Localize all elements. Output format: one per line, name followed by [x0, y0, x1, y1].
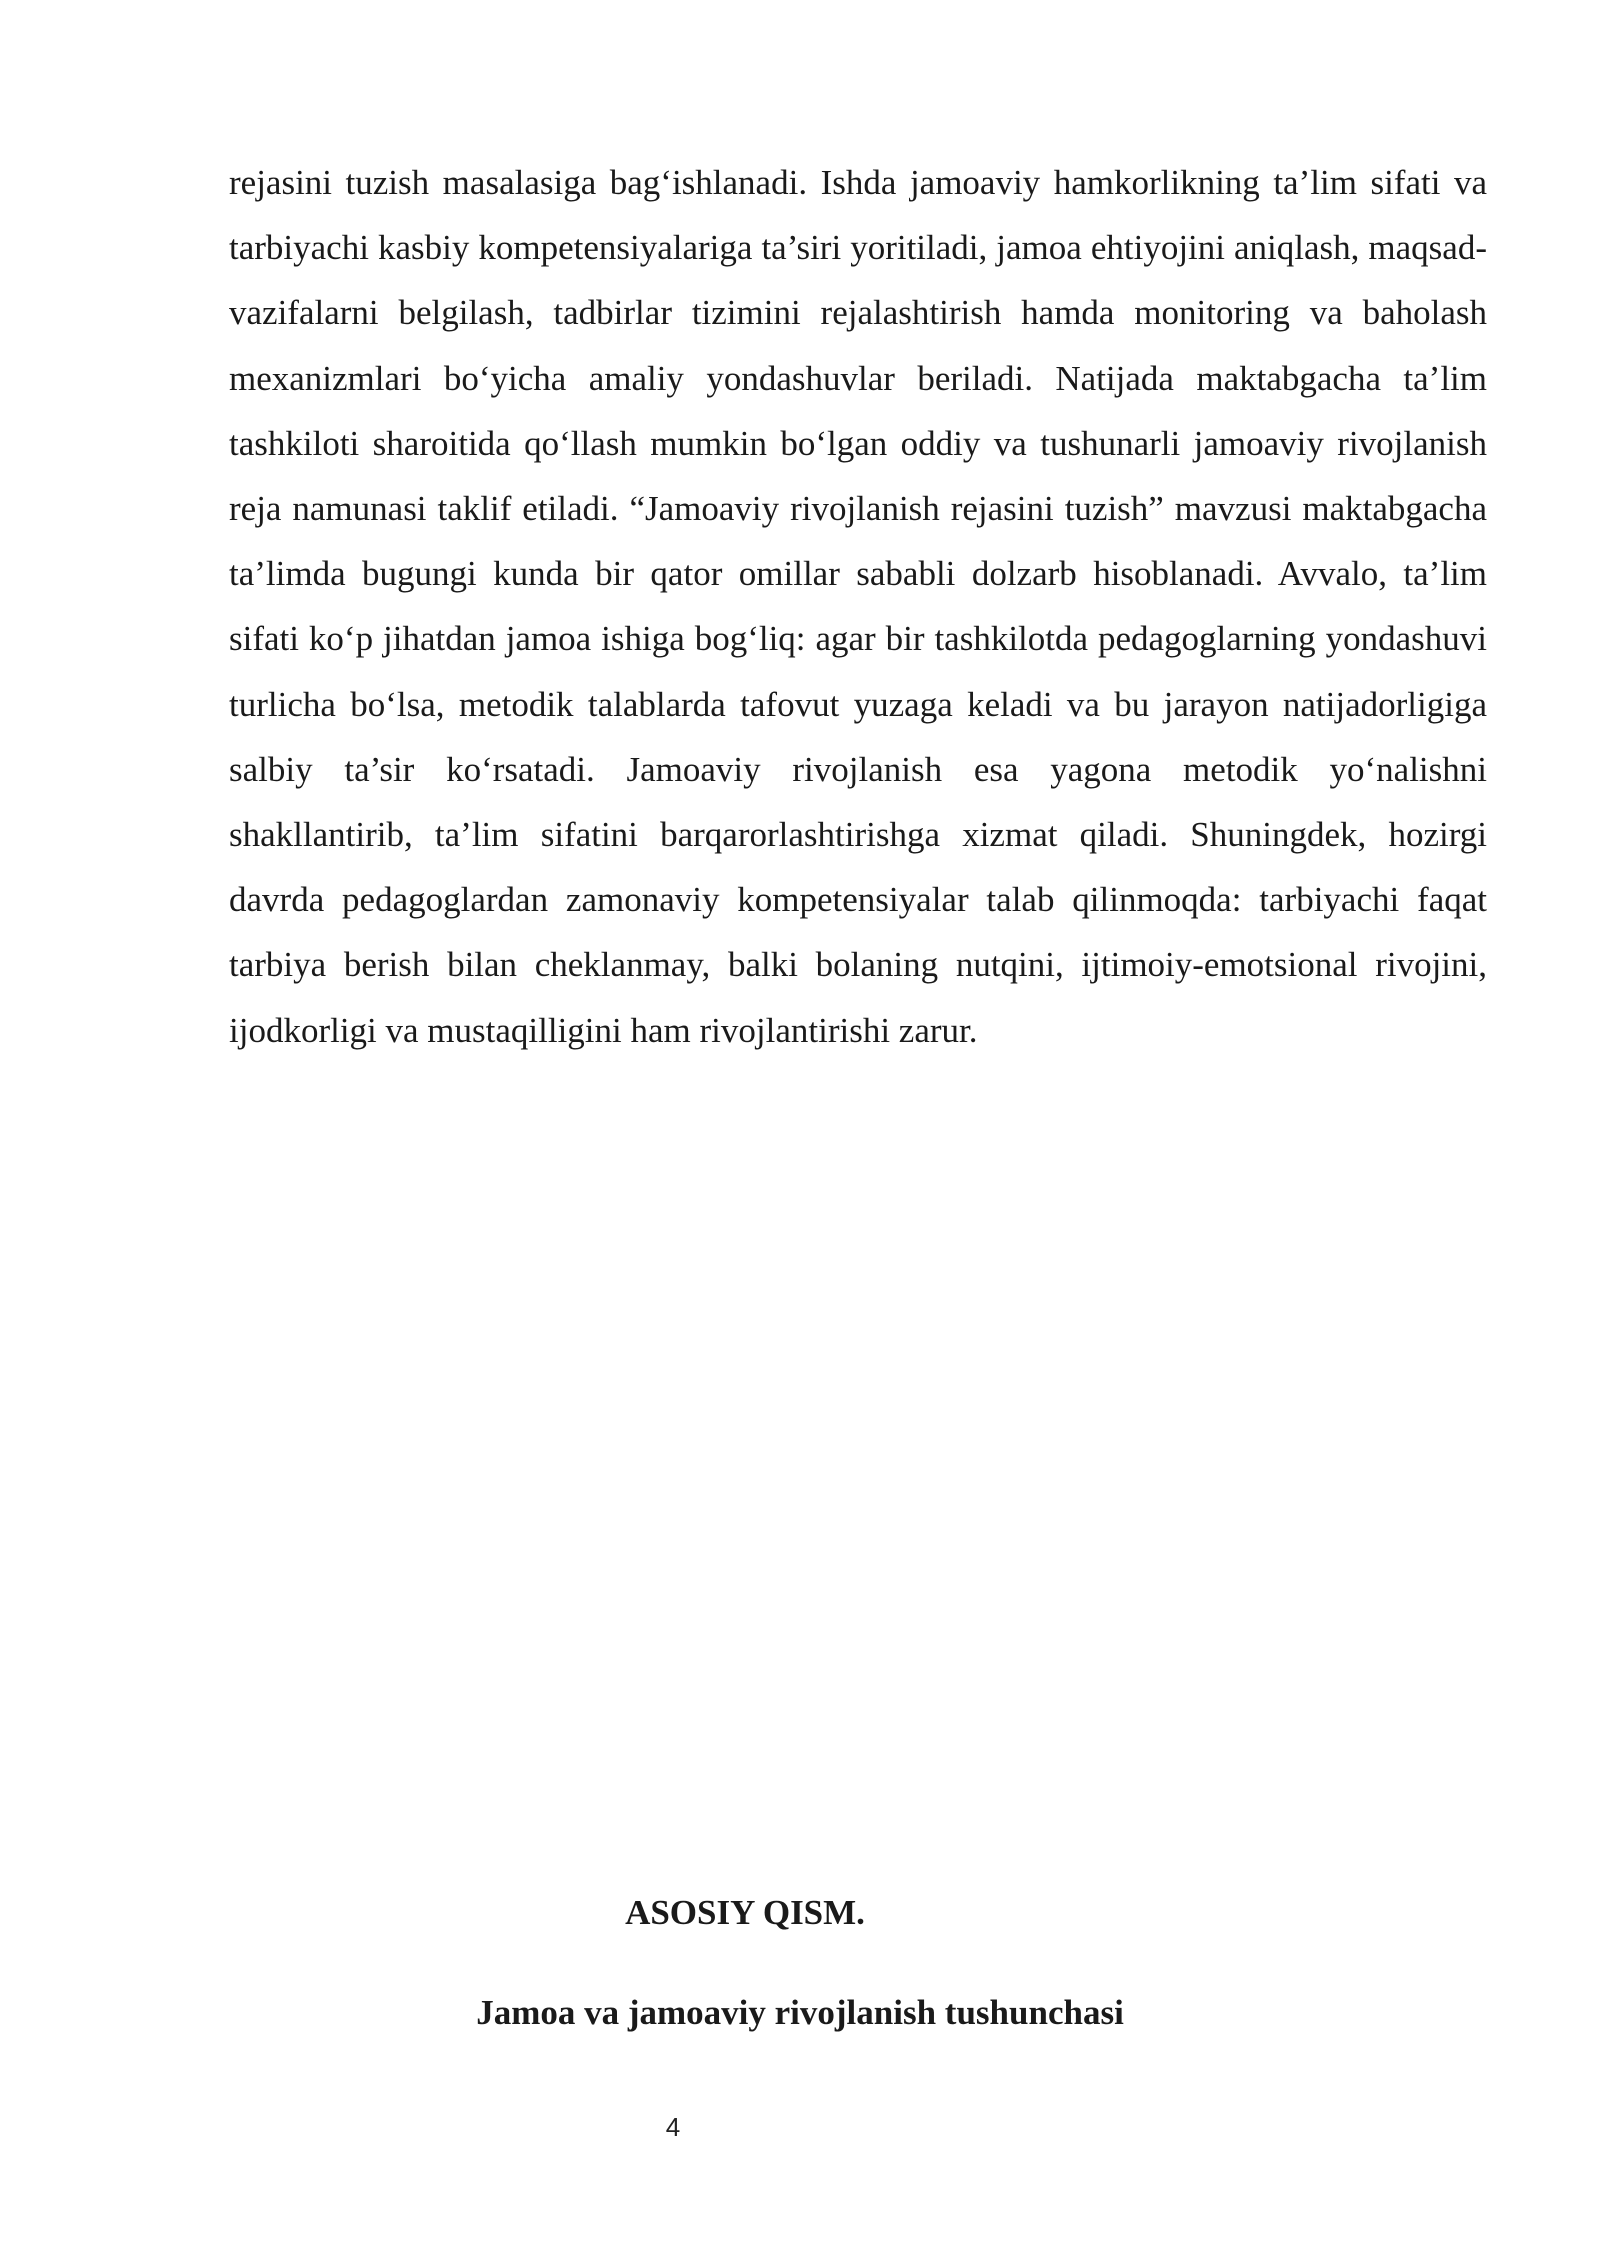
- subsection-heading: Jamoa va jamoaviy rivojlanish tushunchasi: [476, 1993, 1124, 2032]
- page-number: 4: [665, 2112, 681, 2142]
- section-heading: ASOSIY QISM.: [625, 1893, 865, 1932]
- body-paragraph: rejasini tuzish masalasiga bag‘ishlanadi. Ishda jamoaviy hamkorlikning ta’lim sifati va tarbiyachi kasbiy kompetensiyalariga ta’siri yoritiladi, jamoa ehtiyojini aniqlash, maqsad-vazifalarni belgilash, tadbirlar tizimini rejalashtirish hamda monitoring va baholash mexanizmlari bo‘yicha amaliy yondashuvlar beriladi. Natijada maktabgacha ta’lim tashkiloti sharoitida qo‘llash mumkin bo‘lgan oddiy va tushunarli jamoaviy rivojlanish reja namunasi taklif etiladi. “Jamoaviy rivojlanish rejasini tuzish” mavzusi maktabgacha ta’limda bugungi kunda bir qator omillar sababli dolzarb hisoblanadi. Avvalo, ta’lim sifati ko‘p jihatdan jamoa ishiga bog‘liq: agar bir tashkilotda pedagoglarning yondashuvi turlicha bo‘lsa, metodik talablarda tafovut yuzaga keladi va bu jarayon natijadorligiga salbiy ta’sir ko‘rsatadi. Jamoaviy rivojlanish esa yagona metodik yo‘nalishni shakllantirib, ta’lim sifatini barqarorlashtirishga xizmat qiladi. Shuningdek, hozirgi davrda pedagoglardan zamonaviy kompetensiyalar talab qilinmoqda: tarbiyachi faqat tarbiya berish bilan cheklanmay, balki bolaning nutqini, ijtimoiy-emotsional rivojini, ijodkorligi va mustaqilligini ham rivojlantirishi zarur.: [229, 163, 1487, 1050]
